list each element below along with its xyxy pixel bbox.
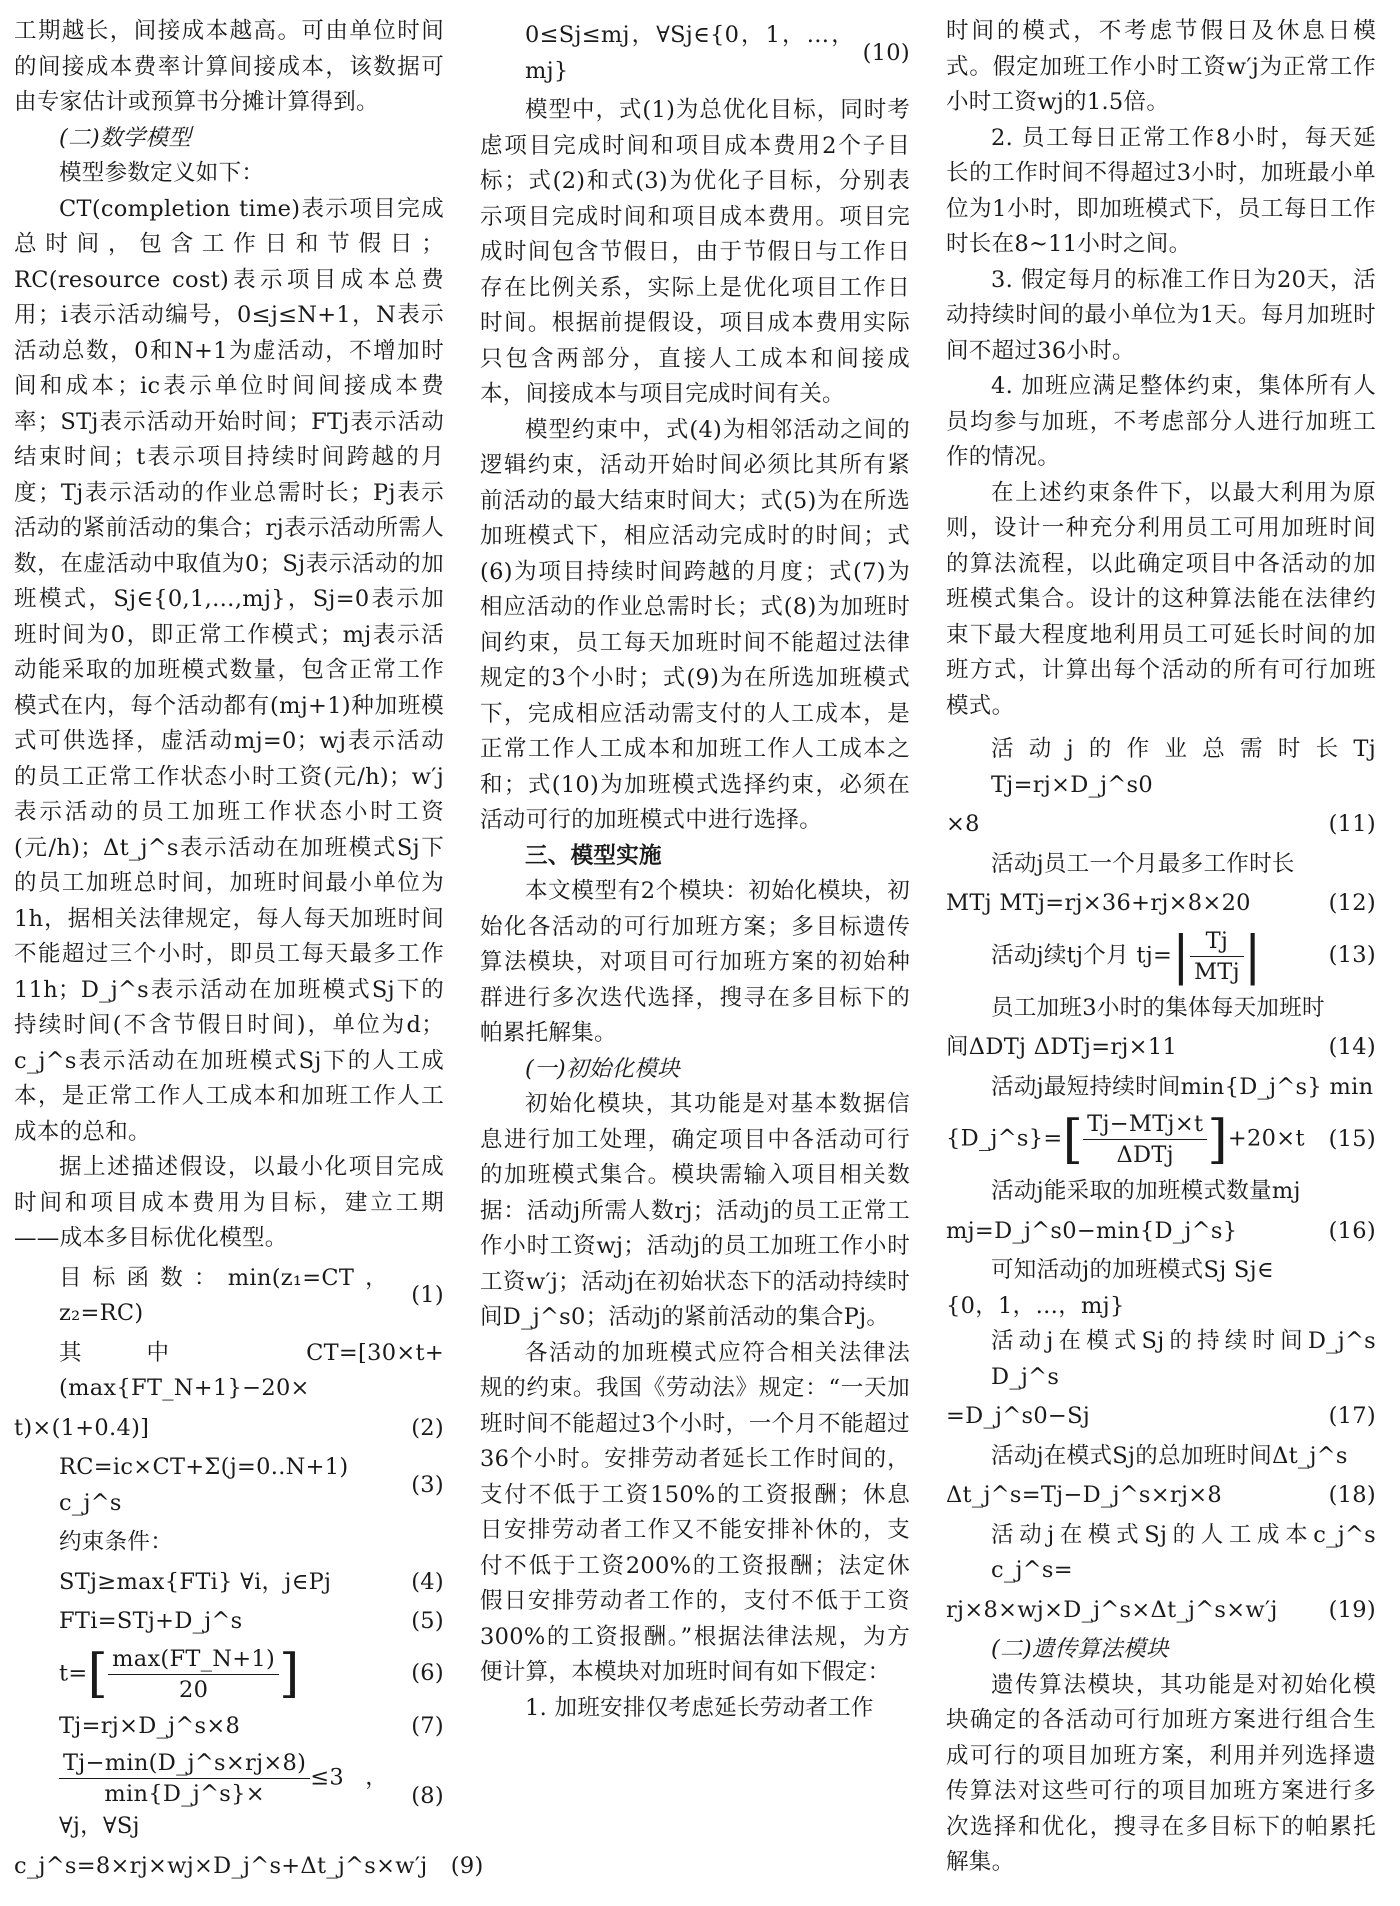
equation-2-line-1 <box>14 1336 444 1407</box>
equation-15-lhs: {D_j^s}= <box>946 1125 1063 1152</box>
equation-number-3: (3) <box>411 1471 444 1498</box>
equation-11-body: ×8 <box>946 811 980 837</box>
equation-15-rhs: +20×t <box>1227 1125 1305 1152</box>
equation-17-line-1: 活动j在模式Sj的持续时间D_j^s D_j^s <box>991 1328 1376 1390</box>
equation-number-5: (5) <box>411 1608 444 1634</box>
equation-number-4: (4) <box>411 1568 444 1595</box>
equation-13-close-bracket: | <box>1243 926 1262 986</box>
equation-13-numerator: Tj <box>1190 926 1244 957</box>
equation-1-body: 目标函数：min(z₁=CT，z₂=RC) <box>59 1264 388 1326</box>
equation-9-body: c_j^s=8×rj×wj×D_j^s+Δt_j^s×w′j <box>14 1852 428 1879</box>
equation-number-11: (11) <box>1328 811 1376 837</box>
equation-14-body: 间ΔDTj ΔDTj=rj×11 <box>946 1034 1178 1060</box>
equation-19-line-1: 活动j在模式Sj的人工成本c_j^s c_j^s= <box>991 1521 1376 1583</box>
equation-number-19: (19) <box>1328 1596 1376 1623</box>
equation-number-10: (10) <box>862 39 910 66</box>
mode-set-line-2: {0，1，…，mj} <box>946 1292 1125 1319</box>
equation-15-fraction <box>1083 1109 1207 1170</box>
paragraph-init-module: 初始化模块，其功能是对基本数据信息进行加工处理，确定项目中各活动可行的加班模式集合。模块需输入项目相关数据：活动j所需人数rj；活动j的员工正常工作小时工资wj；活动j的员工加班工作小时工资w′j；活动j在初始状态下的活动持续时间D_j^s0；活动j的紧前活动的集合Pj。 <box>480 1091 910 1330</box>
equation-6-lhs: t= <box>59 1660 88 1686</box>
paragraph-implementation-overview: 本文模型有2个模块：初始化模块，初始化各活动的可行加班方案；多目标遗传算法模块，对项目可行加班方案的初始种群进行多次迭代选择，搜寻在多目标下的帕累托解集。 <box>480 878 910 1046</box>
equation-12 <box>946 886 1376 922</box>
equation-8-denominator: min{D_j^s}× <box>104 1781 265 1807</box>
subsection-heading-math-model: (二)数学模型 <box>59 124 192 151</box>
equation-number-1: (1) <box>411 1282 444 1309</box>
equation-13-denominator: MTj <box>1193 958 1240 985</box>
equation-5-body: FTi=STj+D_j^s <box>59 1608 243 1634</box>
equation-number-8: (8) <box>411 1782 444 1809</box>
equation-7 <box>14 1709 444 1745</box>
paragraph-assumption-3: 3. 假定每月的标准工作日为20天，活动持续时间的最小单位为1天。每月加班时间不超过36小时。 <box>946 266 1376 364</box>
equation-8 <box>14 1748 444 1845</box>
equation-number-18: (18) <box>1328 1482 1376 1508</box>
equation-14-line-1: 员工加班3小时的集体每天加班时 <box>991 994 1325 1021</box>
equation-18-body: Δt_j^s=Tj−D_j^s×rj×8 <box>946 1482 1223 1508</box>
equation-18 <box>946 1478 1376 1514</box>
equation-16-body: mj=D_j^s0−min{D_j^s} <box>946 1217 1238 1244</box>
equation-16 <box>946 1214 1376 1250</box>
equation-number-14: (14) <box>1328 1034 1376 1060</box>
paragraph-param-intro: 模型参数定义如下： <box>59 160 265 186</box>
subsection-heading-init: (一)初始化模块 <box>525 1055 680 1082</box>
mode-set-line-1: 可知活动j的加班模式Sj Sj∈ <box>991 1257 1274 1283</box>
column-1 <box>14 14 484 1894</box>
section-heading-implementation: 三、模型实施 <box>525 842 662 869</box>
equation-6-denominator: 20 <box>178 1676 209 1703</box>
equation-number-15: (15) <box>1328 1125 1376 1152</box>
column-2 <box>480 14 910 1894</box>
equation-19-body: rj×8×wj×D_j^s×Δt_j^s×w′j <box>946 1596 1278 1623</box>
paragraph-ga-module: 遗传算法模块，其功能是对初始化模块确定的各活动可行加班方案进行组合生成可行的项目加班方案，利用并列选择遗传算法对这些可行的项目加班方案进行多次选择和优化，搜寻在多目标下的帕累托解集。 <box>946 1671 1376 1875</box>
equation-17-body: =D_j^s0−Sj <box>946 1403 1091 1429</box>
paragraph-assumption-4: 4. 加班应满足整体约束，集体所有人员均参与加班，不考虑部分人进行加班工作的情况。 <box>946 373 1376 470</box>
equation-3-body: RC=ic×CT+Σ(j=0..N+1) c_j^s <box>59 1454 349 1516</box>
equation-13-fraction <box>1190 926 1244 987</box>
equation-15 <box>946 1109 1376 1170</box>
equation-6-fraction <box>108 1644 279 1705</box>
equation-2-body-b: t)×(1+0.4)] <box>14 1414 150 1441</box>
equation-1 <box>14 1261 444 1332</box>
equation-9 <box>14 1849 484 1885</box>
paragraph-model-goal: 据上述描述假设，以最小化项目完成时间和项目成本费用为目标，建立工期——成本多目标优化模型。 <box>14 1154 444 1251</box>
equation-10-body: 0≤Sj≤mj，∀Sj∈{0，1，…，mj} <box>525 22 854 84</box>
constraints-label: 约束条件： <box>59 1529 174 1555</box>
paragraph-assumption-1: 1. 加班安排仅考虑延长劳动者工作 <box>525 1694 874 1721</box>
equation-13-lhs: 活动j续tj个月 tj= <box>991 942 1173 968</box>
equation-6-close-bracket: ] <box>279 1644 300 1704</box>
equation-5 <box>14 1604 444 1640</box>
equation-number-7: (7) <box>411 1712 444 1739</box>
column-3 <box>946 14 1376 1894</box>
equation-number-9: (9) <box>450 1852 484 1879</box>
equation-6-open-bracket: [ <box>87 1644 109 1704</box>
equation-4 <box>14 1565 444 1601</box>
equation-3 <box>14 1450 444 1521</box>
equation-number-12: (12) <box>1328 890 1376 916</box>
paragraph-labor-law: 各活动的加班模式应符合相关法律法规的约束。我国《劳动法》规定：“一天加班时间不能超过3个小时，一个月不能超过36个小时。安排劳动者延长工作时间的，支付不低于工资150%的工资报酬；休息日安排劳动者工作又不能安排补休的，支付不低于工资200%的工资报酬；法定休假日安排劳动者工作的，支付不低于工资300%的工资报酬。”根据法律法规，为方便计算，本模块对加班时间有如下假定： <box>480 1339 910 1685</box>
equation-number-13: (13) <box>1328 942 1376 969</box>
equation-14 <box>946 1030 1376 1066</box>
paragraph-algorithm: 在上述约束条件下，以最大利用为原则，设计一种充分利用员工可用加班时间的算法流程，以此确定项目中各活动的加班模式集合。设计的这种算法能在法律约束下最大程度地利用员工可延长时间的加班方式，计算出每个活动的所有可行加班模式。 <box>946 479 1376 719</box>
equation-15-close-bracket: ] <box>1207 1109 1228 1170</box>
equation-19 <box>946 1593 1376 1629</box>
equation-2-body-a: 其中 CT=[30×t+(max{FT_N+1}−20× <box>59 1339 444 1401</box>
equation-number-17: (17) <box>1328 1403 1376 1429</box>
equation-18-line-1: 活动j在模式Sj的总加班时间Δt_j^s <box>991 1442 1348 1469</box>
equation-15-line-1: 活动j最短持续时间min{D_j^s} min <box>991 1073 1374 1100</box>
equation-6 <box>14 1644 444 1705</box>
equation-15-numerator: Tj−MTj×t <box>1083 1109 1207 1140</box>
equation-number-2: (2) <box>411 1414 444 1441</box>
equation-10 <box>480 18 910 89</box>
equation-4-body: STj≥max{FTi} ∀i，j∈Pj <box>59 1568 332 1595</box>
equation-11 <box>946 807 1376 843</box>
equation-7-body: Tj=rj×D_j^s×8 <box>59 1712 241 1739</box>
equation-17 <box>946 1399 1376 1435</box>
paragraph-model-explanation: 模型中，式(1)为总优化目标，同时考虑项目完成时间和项目成本费用2个子目标；式(2)和式(3)为优化子目标，分别表示项目完成时间和项目成本费用。项目完成时间包含节假日，由于节假日与工作日存在比例关系，实际上是优化项目工作日时间。根据前提假设，项目成本费用实际只包含两部分，直接人工成本和间接成本，间接成本与项目完成时间有关。 <box>480 97 910 407</box>
equation-12-line-1: 活动j员工一个月最多工作时长 <box>991 850 1295 877</box>
equation-8-rhs: ≤3，∀j，∀Sj <box>59 1764 388 1839</box>
paragraph-assumption-2: 2. 员工每日正常工作8小时，每天延长的工作时间不得超过3小时，加班最小单位为1小时，即加班模式下，员工每日工作时长在8~11小时之间。 <box>946 124 1376 257</box>
equation-13-open-bracket: | <box>1172 926 1190 986</box>
paragraph-indirect-cost: 工期越长，间接成本越高。可由单位时间的间接成本费率计算间接成本，该数据可由专家估计或预算书分摊计算得到。 <box>14 18 444 115</box>
equation-12-body: MTj MTj=rj×36+rj×8×20 <box>946 890 1251 916</box>
equation-number-16: (16) <box>1328 1217 1376 1244</box>
equation-8-fraction <box>59 1748 310 1809</box>
equation-16-line-1: 活动j能采取的加班模式数量mj <box>991 1178 1301 1204</box>
equation-15-denominator: ΔDTj <box>1116 1142 1174 1168</box>
equation-8-numerator: Tj−min(D_j^s×rj×8) <box>59 1748 310 1779</box>
equation-11-line-1: 活动j的作业总需时长Tj Tj=rj×D_j^s0 <box>991 736 1376 798</box>
equation-13 <box>946 926 1376 987</box>
paragraph-parameter-definitions: CT(completion time)表示项目完成总时间，包含工作日和节假日；RC(resource cost)表示项目成本总费用；i表示活动编号，0≤j≤N+1，N表示活动总数，0和N+1为虚活动，不增加时间和成本；ic表示单位时间间接成本费率；STj表示活动开始时间；FTj表示活动结束时间；t表示项目持续时间跨越的月度；Tj表示活动的作业总需时长；Pj表示活动的紧前活动的集合；rj表示活动所需人数，在虚活动中取值为0；Sj表示活动的加班模式，Sj∈{0,1,…,mj}，Sj=0表示加班时间为0，即正常工作模式；mj表示活动能采取的加班模式数量，包含正常工作模式在内，每个活动都有(mj+1)种加班模式可供选择，虚活动mj=0；wj表示活动的员工正常工作状态小时工资(元/h)；w′j表示活动的员工加班工作状态小时工资(元/h)；Δt_j^s表示活动在加班模式Sj下的员工加班总时间，加班时间最小单位为1h，据相关法律规定，每人每天加班时间不能超过三个小时，即员工每天最多工作11h；D_j^s表示活动在加班模式Sj下的持续时间(不含节假日时间)，单位为d；c_j^s表示活动在加班模式Sj下的人工成本，是正常工作人工成本和加班工作人工成本的总和。 <box>14 195 444 1145</box>
equation-2 <box>14 1411 444 1447</box>
equation-6-numerator: max(FT_N+1) <box>108 1644 279 1675</box>
equation-number-6: (6) <box>411 1660 444 1687</box>
paragraph-assumption-1-cont: 时间的模式，不考虑节假日及休息日模式。假定加班工作小时工资w′j为正常工作小时工资wj的1.5倍。 <box>946 18 1376 115</box>
subsection-heading-ga: (二)遗传算法模块 <box>991 1636 1169 1662</box>
paragraph-constraint-explanation: 模型约束中，式(4)为相邻活动之间的逻辑约束，活动开始时间必须比其所有紧前活动的最大结束时间大；式(5)为在所选加班模式下，相应活动完成时的时间；式(6)为项目持续时间跨越的月度；式(7)为相应活动的作业总需时长；式(8)为加班时间约束，员工每天加班时间不能超过法律规定的3个小时；式(9)为在所选加班模式下，完成相应活动需支付的人工成本，是正常工作人工成本和加班工作人工成本之和；式(10)为加班模式选择约束，必须在活动可行的加班模式中进行选择。 <box>480 416 910 833</box>
equation-15-open-bracket: [ <box>1062 1109 1084 1170</box>
